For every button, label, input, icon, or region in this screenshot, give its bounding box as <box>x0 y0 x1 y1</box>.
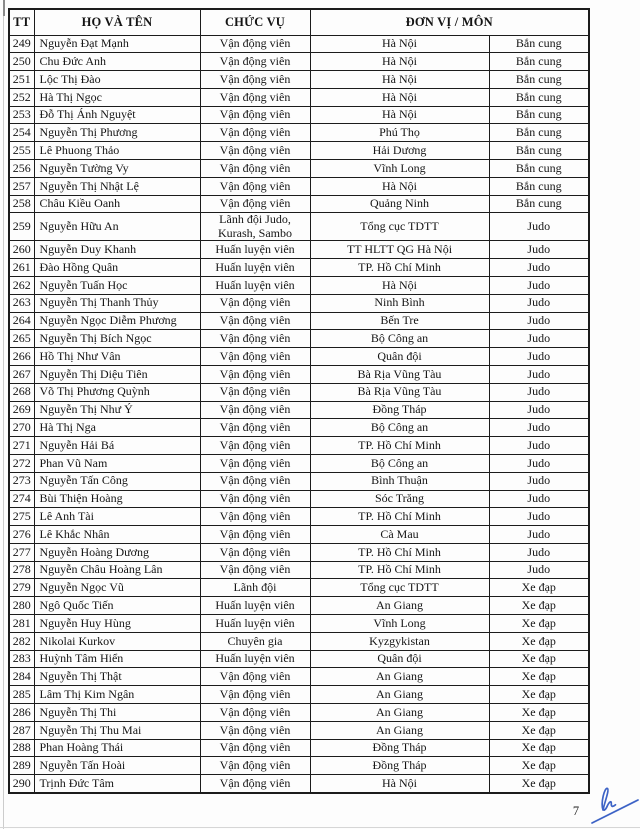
cell-sport: Bắn cung <box>489 53 589 71</box>
cell-name: Nguyễn Thị Thu Mai <box>34 721 200 739</box>
cell-name: Ngô Quốc Tiến <box>34 597 200 615</box>
cell-sport: Xe đạp <box>489 615 589 633</box>
cell-name: Nguyễn Thị Diệu Tiên <box>34 365 200 383</box>
cell-role: Vận động viên <box>200 294 310 312</box>
cell-sport: Bắn cung <box>489 106 589 124</box>
cell-tt: 265 <box>9 330 34 348</box>
table-row <box>9 597 589 615</box>
cell-role: Vận động viên <box>200 177 310 195</box>
cell-name: Nguyễn Hải Bá <box>34 437 200 455</box>
cell-sport: Judo <box>489 276 589 294</box>
cell-sport: Bắn cung <box>489 71 589 89</box>
cell-tt: 282 <box>9 632 34 650</box>
cell-name: Trịnh Đức Tâm <box>34 775 200 793</box>
cell-tt: 274 <box>9 490 34 508</box>
table-row <box>9 106 589 124</box>
cell-role: Vận động viên <box>200 757 310 775</box>
cell-sport: Xe đạp <box>489 650 589 668</box>
cell-role: Huấn luyện viên <box>200 597 310 615</box>
cell-role: Vận động viên <box>200 686 310 704</box>
cell-unit: Hà Nội <box>310 775 489 793</box>
table-row <box>9 160 589 178</box>
table-row <box>9 419 589 437</box>
cell-sport: Judo <box>489 213 589 241</box>
cell-role: Chuyên gia <box>200 632 310 650</box>
table-row <box>9 71 589 89</box>
cell-sport: Xe đạp <box>489 775 589 793</box>
cell-unit: An Giang <box>310 668 489 686</box>
header-unit-sport: ĐƠN VỊ / MÔN <box>310 9 589 35</box>
cell-sport: Bắn cung <box>489 177 589 195</box>
cell-unit: An Giang <box>310 721 489 739</box>
cell-sport: Judo <box>489 561 589 579</box>
cell-role: Vận động viên <box>200 721 310 739</box>
cell-role: Lãnh đội <box>200 579 310 597</box>
cell-name: Đỗ Thị Ánh Nguyệt <box>34 106 200 124</box>
cell-unit: TP. Hồ Chí Minh <box>310 437 489 455</box>
cell-name: Nguyễn Ngọc Diễm Phương <box>34 312 200 330</box>
cell-unit: Hà Nội <box>310 177 489 195</box>
cell-sport: Xe đạp <box>489 686 589 704</box>
table-row <box>9 294 589 312</box>
cell-tt: 286 <box>9 704 34 722</box>
table-row <box>9 561 589 579</box>
cell-name: Nguyễn Thị Thanh Thủy <box>34 294 200 312</box>
cell-role: Vận động viên <box>200 739 310 757</box>
header-name: HỌ VÀ TÊN <box>34 9 200 35</box>
cell-sport: Judo <box>489 490 589 508</box>
page-number: 7 <box>572 804 580 818</box>
cell-name: Nguyễn Hữu An <box>34 213 200 241</box>
cell-name: Nguyễn Thị Nhật Lệ <box>34 177 200 195</box>
cell-unit: Hà Nội <box>310 53 489 71</box>
cell-role: Vận động viên <box>200 668 310 686</box>
cell-role: Vận động viên <box>200 160 310 178</box>
table-row <box>9 543 589 561</box>
table-row <box>9 472 589 490</box>
cell-tt: 270 <box>9 419 34 437</box>
table-row <box>9 88 589 106</box>
cell-role: Vận động viên <box>200 88 310 106</box>
table-row <box>9 454 589 472</box>
cell-tt: 254 <box>9 124 34 142</box>
cell-sport: Judo <box>489 383 589 401</box>
cell-role: Vận động viên <box>200 348 310 366</box>
cell-unit: Vĩnh Long <box>310 615 489 633</box>
cell-tt: 256 <box>9 160 34 178</box>
cell-sport: Xe đạp <box>489 597 589 615</box>
cell-sport: Bắn cung <box>489 195 589 213</box>
cell-sport: Xe đạp <box>489 668 589 686</box>
cell-name: Nikolai Kurkov <box>34 632 200 650</box>
cell-unit: Hải Dương <box>310 142 489 160</box>
table-row <box>9 721 589 739</box>
cell-role: Vận động viên <box>200 472 310 490</box>
cell-role: Vận động viên <box>200 704 310 722</box>
cell-role: Vận động viên <box>200 365 310 383</box>
cell-unit: TP. Hồ Chí Minh <box>310 543 489 561</box>
cell-tt: 267 <box>9 365 34 383</box>
cell-sport: Xe đạp <box>489 739 589 757</box>
table-row <box>9 668 589 686</box>
cell-tt: 253 <box>9 106 34 124</box>
cell-tt: 279 <box>9 579 34 597</box>
participants-table <box>8 8 590 794</box>
cell-unit: Đồng Tháp <box>310 757 489 775</box>
cell-sport: Judo <box>489 508 589 526</box>
cell-role: Vận động viên <box>200 383 310 401</box>
cell-sport: Judo <box>489 330 589 348</box>
cell-name: Nguyễn Thị Như Ý <box>34 401 200 419</box>
cell-name: Lê Anh Tài <box>34 508 200 526</box>
cell-role: Vận động viên <box>200 775 310 793</box>
cell-role: Huấn luyện viên <box>200 650 310 668</box>
cell-unit: Quân đội <box>310 650 489 668</box>
cell-tt: 251 <box>9 71 34 89</box>
cell-name: Phan Hoàng Thái <box>34 739 200 757</box>
cell-sport: Judo <box>489 348 589 366</box>
cell-unit: Hà Nội <box>310 276 489 294</box>
cell-tt: 259 <box>9 213 34 241</box>
table-row <box>9 142 589 160</box>
cell-unit: Bà Rịa Vũng Tàu <box>310 383 489 401</box>
cell-tt: 260 <box>9 241 34 259</box>
cell-tt: 271 <box>9 437 34 455</box>
table-row <box>9 195 589 213</box>
cell-name: Lê Phuong Thảo <box>34 142 200 160</box>
cell-unit: TP. Hồ Chí Minh <box>310 508 489 526</box>
scan-edge-artifact-bottom <box>0 827 640 828</box>
table-row <box>9 177 589 195</box>
participants-table-container <box>8 8 590 794</box>
cell-unit: Hà Nội <box>310 88 489 106</box>
cell-tt: 287 <box>9 721 34 739</box>
cell-tt: 290 <box>9 775 34 793</box>
cell-name: Nguyễn Thị Bích Ngọc <box>34 330 200 348</box>
cell-name: Phan Vũ Nam <box>34 454 200 472</box>
cell-name: Lê Khắc Nhân <box>34 526 200 544</box>
cell-name: Lâm Thị Kim Ngân <box>34 686 200 704</box>
cell-tt: 268 <box>9 383 34 401</box>
cell-role: Vận động viên <box>200 419 310 437</box>
cell-role: Huấn luyện viên <box>200 259 310 277</box>
cell-name: Nguyễn Thị Phương <box>34 124 200 142</box>
cell-role: Vận động viên <box>200 490 310 508</box>
cell-sport: Judo <box>489 526 589 544</box>
cell-name: Đào Hồng Quân <box>34 259 200 277</box>
cell-role: Vận động viên <box>200 71 310 89</box>
cell-role: Vận động viên <box>200 312 310 330</box>
cell-tt: 264 <box>9 312 34 330</box>
cell-name: Nguyễn Thị Thật <box>34 668 200 686</box>
cell-unit: Bình Thuận <box>310 472 489 490</box>
cell-unit: An Giang <box>310 597 489 615</box>
cell-name: Nguyễn Hoàng Dương <box>34 543 200 561</box>
table-row <box>9 579 589 597</box>
cell-name: Nguyễn Thị Thi <box>34 704 200 722</box>
cell-unit: Cà Mau <box>310 526 489 544</box>
cell-unit: Bến Tre <box>310 312 489 330</box>
cell-unit: Hà Nội <box>310 71 489 89</box>
cell-unit: Bộ Công an <box>310 454 489 472</box>
cell-unit: Kyzgykistan <box>310 632 489 650</box>
cell-role: Vận động viên <box>200 437 310 455</box>
cell-unit: Hà Nội <box>310 35 489 53</box>
cell-tt: 276 <box>9 526 34 544</box>
cell-unit: Quân đội <box>310 348 489 366</box>
table-row <box>9 124 589 142</box>
ink-signature <box>588 776 640 828</box>
cell-sport: Xe đạp <box>489 579 589 597</box>
cell-unit: Quảng Ninh <box>310 195 489 213</box>
cell-sport: Xe đạp <box>489 757 589 775</box>
cell-tt: 277 <box>9 543 34 561</box>
cell-unit: Đồng Tháp <box>310 401 489 419</box>
cell-role: Lãnh đội Judo, Kurash, Sambo <box>200 213 310 241</box>
cell-tt: 280 <box>9 597 34 615</box>
cell-tt: 281 <box>9 615 34 633</box>
cell-name: Nguyễn Đạt Mạnh <box>34 35 200 53</box>
cell-unit: An Giang <box>310 704 489 722</box>
table-row <box>9 213 589 241</box>
cell-unit: TT HLTT QG Hà Nội <box>310 241 489 259</box>
cell-name: Nguyễn Duy Khanh <box>34 241 200 259</box>
cell-name: Nguyễn Ngọc Vũ <box>34 579 200 597</box>
cell-sport: Judo <box>489 543 589 561</box>
cell-tt: 252 <box>9 88 34 106</box>
header-row <box>9 9 589 35</box>
table-row <box>9 241 589 259</box>
table-row <box>9 650 589 668</box>
cell-sport: Bắn cung <box>489 160 589 178</box>
cell-unit: Đồng Tháp <box>310 739 489 757</box>
cell-sport: Judo <box>489 437 589 455</box>
cell-sport: Judo <box>489 312 589 330</box>
cell-tt: 284 <box>9 668 34 686</box>
cell-role: Huấn luyện viên <box>200 615 310 633</box>
cell-name: Châu Kiều Oanh <box>34 195 200 213</box>
cell-unit: Tổng cục TDTT <box>310 213 489 241</box>
table-row <box>9 615 589 633</box>
cell-unit: Bộ Công an <box>310 419 489 437</box>
cell-tt: 250 <box>9 53 34 71</box>
cell-tt: 273 <box>9 472 34 490</box>
table-row <box>9 401 589 419</box>
cell-sport: Bắn cung <box>489 88 589 106</box>
cell-tt: 263 <box>9 294 34 312</box>
cell-name: Chu Đức Anh <box>34 53 200 71</box>
header-role: CHỨC VỤ <box>200 9 310 35</box>
header-tt: TT <box>9 9 34 35</box>
cell-unit: Phú Thọ <box>310 124 489 142</box>
cell-name: Lộc Thị Đào <box>34 71 200 89</box>
cell-name: Nguyễn Châu Hoàng Lân <box>34 561 200 579</box>
table-row <box>9 686 589 704</box>
table-row <box>9 365 589 383</box>
cell-role: Vận động viên <box>200 330 310 348</box>
table-row <box>9 757 589 775</box>
table-row <box>9 53 589 71</box>
table-row <box>9 490 589 508</box>
cell-tt: 266 <box>9 348 34 366</box>
cell-role: Vận động viên <box>200 508 310 526</box>
cell-name: Hà Thị Ngọc <box>34 88 200 106</box>
cell-unit: Bộ Công an <box>310 330 489 348</box>
cell-sport: Judo <box>489 365 589 383</box>
cell-unit: Tổng cục TDTT <box>310 579 489 597</box>
cell-sport: Xe đạp <box>489 721 589 739</box>
cell-tt: 289 <box>9 757 34 775</box>
scan-edge-artifact <box>3 0 4 829</box>
cell-name: Hồ Thị Như Vân <box>34 348 200 366</box>
cell-tt: 269 <box>9 401 34 419</box>
cell-unit: Sóc Trăng <box>310 490 489 508</box>
cell-tt: 249 <box>9 35 34 53</box>
table-row <box>9 704 589 722</box>
table-row <box>9 348 589 366</box>
cell-tt: 257 <box>9 177 34 195</box>
cell-tt: 258 <box>9 195 34 213</box>
cell-unit: Hà Nội <box>310 106 489 124</box>
cell-sport: Judo <box>489 294 589 312</box>
table-row <box>9 383 589 401</box>
cell-name: Nguyễn Tuấn Học <box>34 276 200 294</box>
table-row <box>9 775 589 793</box>
table-row <box>9 508 589 526</box>
cell-name: Nguyễn Tấn Hoài <box>34 757 200 775</box>
cell-tt: 288 <box>9 739 34 757</box>
cell-role: Vận động viên <box>200 53 310 71</box>
cell-sport: Judo <box>489 472 589 490</box>
cell-role: Vận động viên <box>200 561 310 579</box>
cell-name: Nguyễn Tấn Công <box>34 472 200 490</box>
cell-tt: 283 <box>9 650 34 668</box>
table-body <box>9 35 589 793</box>
cell-sport: Bắn cung <box>489 124 589 142</box>
cell-sport: Judo <box>489 259 589 277</box>
cell-name: Huỳnh Tâm Hiển <box>34 650 200 668</box>
cell-sport: Judo <box>489 454 589 472</box>
cell-tt: 261 <box>9 259 34 277</box>
table-row <box>9 739 589 757</box>
cell-role: Huấn luyện viên <box>200 276 310 294</box>
cell-role: Vận động viên <box>200 124 310 142</box>
cell-role: Vận động viên <box>200 401 310 419</box>
cell-unit: Ninh Bình <box>310 294 489 312</box>
cell-unit: TP. Hồ Chí Minh <box>310 259 489 277</box>
cell-role: Vận động viên <box>200 543 310 561</box>
cell-name: Hà Thị Nga <box>34 419 200 437</box>
cell-sport: Judo <box>489 241 589 259</box>
table-row <box>9 632 589 650</box>
cell-sport: Bắn cung <box>489 142 589 160</box>
cell-name: Nguyễn Tường Vy <box>34 160 200 178</box>
table-row <box>9 526 589 544</box>
cell-tt: 275 <box>9 508 34 526</box>
cell-tt: 255 <box>9 142 34 160</box>
cell-sport: Judo <box>489 419 589 437</box>
table-row <box>9 330 589 348</box>
cell-name: Bùi Thiện Hoàng <box>34 490 200 508</box>
cell-unit: An Giang <box>310 686 489 704</box>
scan-edge-artifact-dark <box>3 0 5 16</box>
cell-name: Nguyễn Huy Hùng <box>34 615 200 633</box>
cell-unit: Vĩnh Long <box>310 160 489 178</box>
cell-sport: Xe đạp <box>489 704 589 722</box>
table-row <box>9 35 589 53</box>
cell-role: Vận động viên <box>200 195 310 213</box>
cell-role: Vận động viên <box>200 35 310 53</box>
cell-tt: 272 <box>9 454 34 472</box>
cell-unit: TP. Hồ Chí Minh <box>310 561 489 579</box>
table-row <box>9 312 589 330</box>
cell-role: Vận động viên <box>200 526 310 544</box>
cell-tt: 285 <box>9 686 34 704</box>
cell-sport: Bắn cung <box>489 35 589 53</box>
cell-tt: 278 <box>9 561 34 579</box>
cell-role: Vận động viên <box>200 454 310 472</box>
cell-role: Huấn luyện viên <box>200 241 310 259</box>
cell-tt: 262 <box>9 276 34 294</box>
cell-role: Vận động viên <box>200 142 310 160</box>
cell-sport: Xe đạp <box>489 632 589 650</box>
table-row <box>9 276 589 294</box>
cell-role: Vận động viên <box>200 106 310 124</box>
table-row <box>9 437 589 455</box>
cell-sport: Judo <box>489 401 589 419</box>
cell-name: Võ Thị Phương Quỳnh <box>34 383 200 401</box>
table-row <box>9 259 589 277</box>
cell-unit: Bà Rịa Vũng Tàu <box>310 365 489 383</box>
